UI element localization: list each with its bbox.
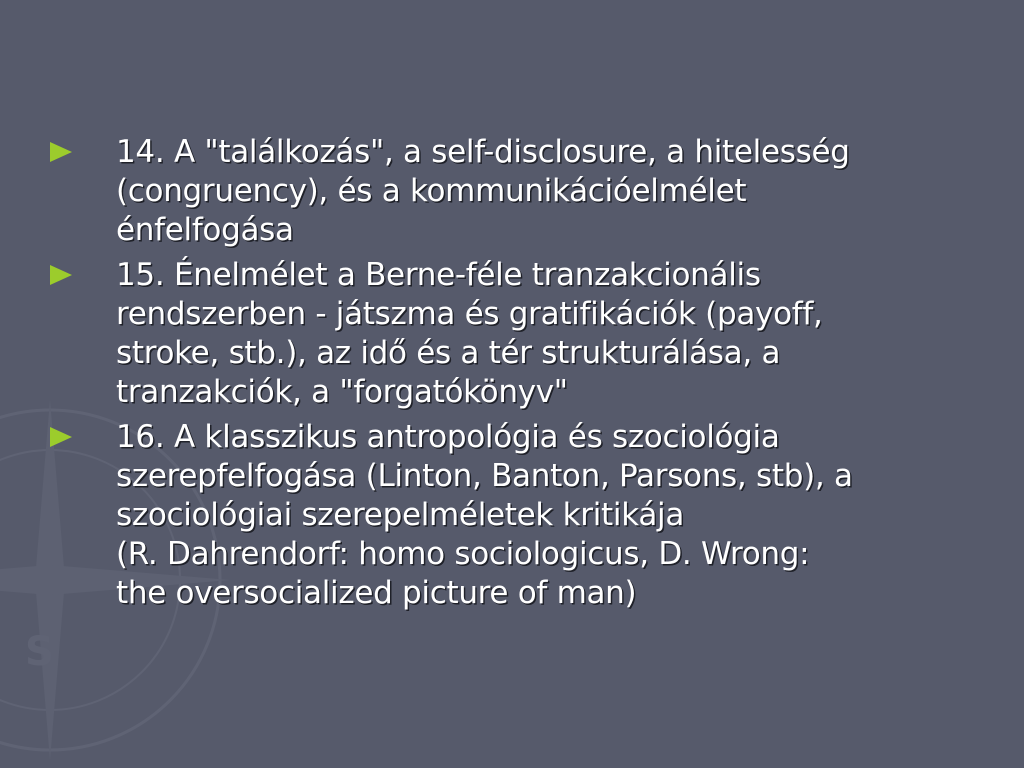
- item-line: tranzakciók, a "forgatókönyv": [116, 374, 568, 410]
- item-line: (R. Dahrendorf: homo sociologicus, D. Wrong:: [116, 536, 810, 572]
- item-line: énfelfogása: [116, 212, 294, 248]
- triangle-right-icon: [50, 133, 116, 162]
- item-text: [116, 256, 990, 412]
- item-line: szociológiai szerepelméletek kritikája: [116, 497, 685, 533]
- item-line: the oversocialized picture of man): [116, 575, 637, 611]
- svg-text:S: S: [25, 629, 54, 675]
- item-line: stroke, stb.), az idő és a tér strukturálása, a: [116, 335, 781, 371]
- item-line: szerepfelfogása (Linton, Banton, Parsons, stb), a: [116, 458, 853, 494]
- triangle-right-icon: [50, 418, 116, 447]
- item-line: 15. Énelmélet a Berne-féle tranzakcionális: [116, 257, 761, 293]
- triangle-right-icon: [50, 256, 116, 285]
- list-item: [50, 256, 990, 412]
- item-line: (congruency), és a kommunikációelmélet: [116, 173, 747, 209]
- slide-content: [50, 133, 990, 619]
- item-line: rendszerben - játszma és gratifikációk (payoff,: [116, 296, 823, 332]
- item-text: [116, 418, 990, 613]
- item-line: 14. A "találkozás", a self-disclosure, a hitelesség: [116, 134, 850, 170]
- item-line: 16. A klasszikus antropológia és szociológia: [116, 419, 780, 455]
- item-text: [116, 133, 990, 250]
- list-item: [50, 133, 990, 250]
- list-item: [50, 418, 990, 613]
